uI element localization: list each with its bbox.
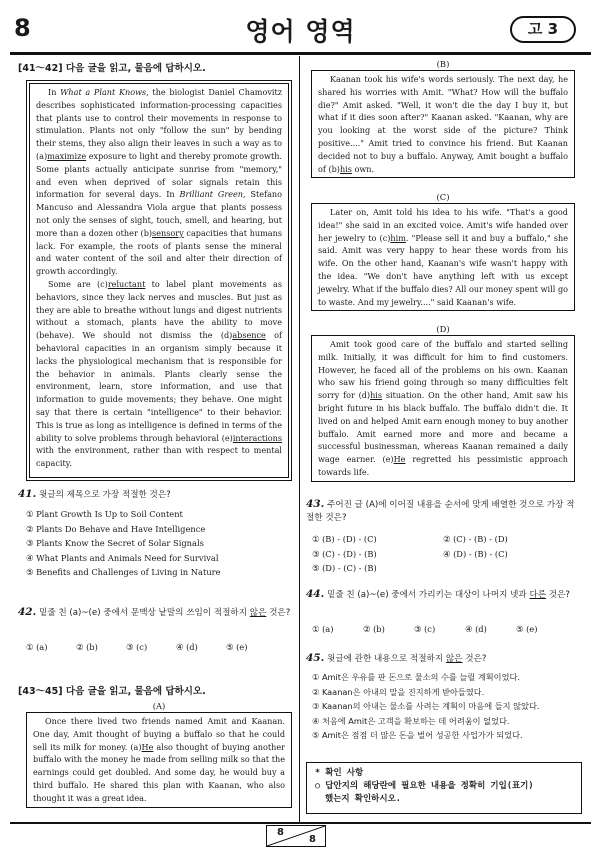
passage-D: Amit took good care of the buffalo and started selling milk. Initially, it was difficult for him to find customers. However, he faced all of the problems on his own. Kaanan who saw his friend going through so many difficulties felt sorry for (d)his situation. On the other hand, Amit saw his bright future in his black buffalo. The buffalo didn't die. It lived on and helped Amit earn enough money to buy another buffalo. Amit earned more and more and became a successful businessman, whereas Kaanan remained a daily wage earner. (e)He regretted his pessimistic approach towards life.: [311, 335, 575, 482]
question-number: 43.: [306, 498, 325, 510]
answer-option[interactable]: ④ 처음에 Amit은 고객을 확보하는 데 어려움이 없었다.: [312, 715, 510, 726]
passage-paragraph-1: In What a Plant Knows, the biologist Daniel Chamovitz describes sophisticated information-processing capacities that plants use to control their movements in response to stimulation. Plants not only "follow the sun" by bending their stems, they also align their leaves in such a way as to (a)maximize exposure to light and thereby promote growth. Some plants actually anticipate sunrise from "memory," and even when deprived of solar signals retain this information for several days. In Brilliant Green, Stefano Mancuso and Alessandra Viola argue that plants possess not only the senses of sight, touch, smell, and hearing, but more than a dozen other (b)sensory capacities that humans lack. For example, the roots of plants sense the mineral and water content of the soil and alter their direction of growth accordingly.: [36, 87, 283, 277]
notice-line: 했는지 확인하시오.: [325, 794, 401, 804]
question-41-options: [26, 507, 294, 580]
notice-title: * 확인 사항: [315, 768, 364, 778]
underlined-word-b: sensory: [152, 227, 184, 238]
answer-option[interactable]: ⑤ (e): [226, 642, 248, 652]
question-43-options: [312, 532, 574, 576]
question-number: 42.: [18, 606, 37, 618]
answer-option[interactable]: ② Kaanan은 아내의 말을 진지하게 받아들였다.: [312, 686, 485, 697]
question-41: [18, 488, 293, 502]
notice-line: ○ 답안지의 해당란에 필요한 내용을 정확히 기입(표기): [315, 781, 534, 791]
book-title: Brilliant Green: [179, 189, 244, 200]
underlined-word-e: He: [393, 454, 406, 465]
answer-option[interactable]: ⑤ (D) - (C) - (B): [312, 563, 377, 574]
answer-option[interactable]: ① (a): [312, 624, 334, 634]
passage-D-block: [311, 323, 575, 482]
passage-label: (A): [152, 701, 166, 711]
underlined-word-e: interactions: [232, 432, 282, 443]
question-43: [306, 498, 578, 525]
page-title: 영어 영역: [245, 17, 356, 46]
footer-rule: [10, 822, 591, 824]
answer-option[interactable]: ③ (c): [414, 624, 436, 634]
question-prompt: 주어진 글 (A)에 이어질 내용을 순서에 맞게 배열한 것으로 가장 적절한 것은?: [306, 500, 575, 523]
total-pages: 8: [309, 834, 316, 845]
answer-option[interactable]: ② Plants Do Behave and Have Intelligence: [26, 523, 206, 534]
answer-option[interactable]: ⑤ Amit은 점점 더 많은 돈을 벌어 성공한 사업가가 되었다.: [312, 730, 523, 741]
passage-A: Once there lived two friends named Amit and Kaanan. One day, Amit thought of buying a buffalo so that he could sell its milk for money. (a)He also thought of buying another buffalo with the money he made from selling milk so that the earnings could get doubled. And some day, he would buy a third buffalo. He shared this plan with Kaanan, who also thought it was a great idea.: [26, 712, 292, 808]
question-44-options: [312, 622, 567, 637]
passage-C-block: [311, 191, 575, 311]
underlined-word-d: his: [370, 390, 383, 401]
answer-option[interactable]: ① (a): [26, 642, 48, 652]
answer-option[interactable]: ③ Plants Know the Secret of Solar Signals: [26, 538, 204, 549]
page-indicator: [266, 825, 326, 847]
passage-41-42: [29, 83, 289, 478]
answer-option[interactable]: ② (b): [363, 624, 385, 634]
passage-label: (C): [436, 192, 450, 202]
page-indicator-slash: [267, 826, 325, 846]
answer-option[interactable]: ② (b): [76, 642, 98, 652]
underlined-word-c: him: [390, 232, 406, 243]
question-number: 41.: [18, 488, 37, 500]
header-rule: [10, 52, 591, 55]
passage-41-42-frame: [26, 80, 292, 481]
passage-C: Later on, Amit told his idea to his wife. "That's a good idea!" she said in an excited voice. Amit's wife handed over her jewelry to (c)him. "Please sell it and buy a buffalo," she said. Amit was very happy to hear these words from his wife. On the other hand, Kaanan's wife wasn't happy with the idea. "We don't have anything left with us except jewelry. What if the buffalo dies? All our money spent will go to waste. And my jewelry...." said Kaanan's wife.: [311, 203, 575, 311]
question-45-options: [312, 670, 584, 743]
answer-option[interactable]: ④ (d): [465, 624, 487, 634]
answer-option[interactable]: ④ (D) - (B) - (C): [443, 548, 508, 559]
passage-label: (D): [436, 324, 450, 334]
passage-B: Kaanan took his wife's words seriously. The next day, he shared his worries with Amit. "What? How will the buffalo die?" Amit asked. "Well, it won't die the day I buy it, but what if it dies soon after?" Kaanan asked. "Kaanan, why are you looking at the worst side of the picture? Think positive...." Amit tried to convince his friend. But Kaanan decided not to buy a buffalo. Anyway, Amit bought a buffalo of (b)his own.: [311, 70, 575, 178]
answer-option[interactable]: ④ What Plants and Animals Need for Survival: [26, 552, 219, 563]
passage-A-block: [26, 700, 292, 808]
underlined-word-b: his: [339, 163, 352, 174]
page-number: 8: [14, 14, 31, 42]
section-41-42-heading: [41～42] 다음 글을 읽고, 물음에 답하시오.: [18, 63, 206, 74]
answer-option[interactable]: ① (B) - (D) - (C): [312, 534, 377, 544]
question-42: 42. 밑줄 친 (a)~(e) 중에서 문맥상 낱말의 쓰임이 적절하지 않은 것은?: [18, 606, 291, 618]
question-prompt: 윗글의 제목으로 가장 적절한 것은?: [39, 490, 171, 500]
notice-box: [306, 762, 582, 814]
underlined-word-d: absence: [232, 330, 266, 341]
question-45: 45. 윗글에 관한 내용으로 적절하지 않은 것은?: [306, 652, 487, 664]
question-number: 44.: [306, 588, 325, 600]
answer-option[interactable]: ③ (C) - (D) - (B): [312, 548, 377, 559]
underlined-word-a: He: [141, 741, 154, 752]
question-number: 45.: [306, 652, 325, 664]
passage-B-block: [311, 58, 575, 178]
question-44: 44. 밑줄 친 (a)~(e) 중에서 가리키는 대상이 나머지 넷과 다른 것은?: [306, 588, 570, 600]
answer-option[interactable]: ⑤ Benefits and Challenges of Living in Nature: [26, 567, 221, 578]
answer-option[interactable]: ① Amit은 우유를 판 돈으로 물소의 수를 늘릴 계획이었다.: [312, 672, 521, 682]
answer-option[interactable]: ⑤ (e): [516, 624, 538, 634]
passage-label: (B): [436, 59, 450, 69]
current-page: 8: [277, 827, 284, 838]
answer-option[interactable]: ① Plant Growth Is Up to Soil Content: [26, 509, 183, 519]
passage-paragraph-2: Some are (c)reluctant to label plant movements as behaviors, since they lack nerves and muscles. But just as they are able to breathe without lungs and digest nutrients without a stomach, plants have the ability to move (behave). We should not dismiss the (d)absence of behavioral capacities in an organism simply because it lacks the physiological mechanism that is responsible for the behavior in animals. Plants clearly sense the environment, learn, store information, and use that information to guide movements; they behave. One might say that there is certain "intelligence" to their behavior. This is true as long as intelligence is defined in terms of the ability to solve problems through behavioral (e)interactions with the environment, rather than with respect to mental capacity.: [36, 278, 282, 469]
column-divider: [299, 56, 300, 822]
answer-option[interactable]: ③ Kaanan의 아내는 물소를 사려는 계획이 마음에 들지 않았다.: [312, 701, 540, 712]
answer-option[interactable]: ④ (d): [176, 642, 198, 652]
answer-option[interactable]: ③ (c): [126, 642, 148, 652]
underlined-word-c: reluctant: [107, 278, 146, 289]
section-43-45-heading: [43～45] 다음 글을 읽고, 물음에 답하시오.: [18, 686, 206, 697]
answer-option[interactable]: ② (C) - (B) - (D): [443, 534, 508, 544]
underlined-word-a: maximize: [47, 150, 87, 161]
book-title: What a Plant Knows: [60, 87, 147, 97]
question-42-options: [26, 640, 276, 655]
grade-badge: 고 3: [510, 16, 576, 43]
